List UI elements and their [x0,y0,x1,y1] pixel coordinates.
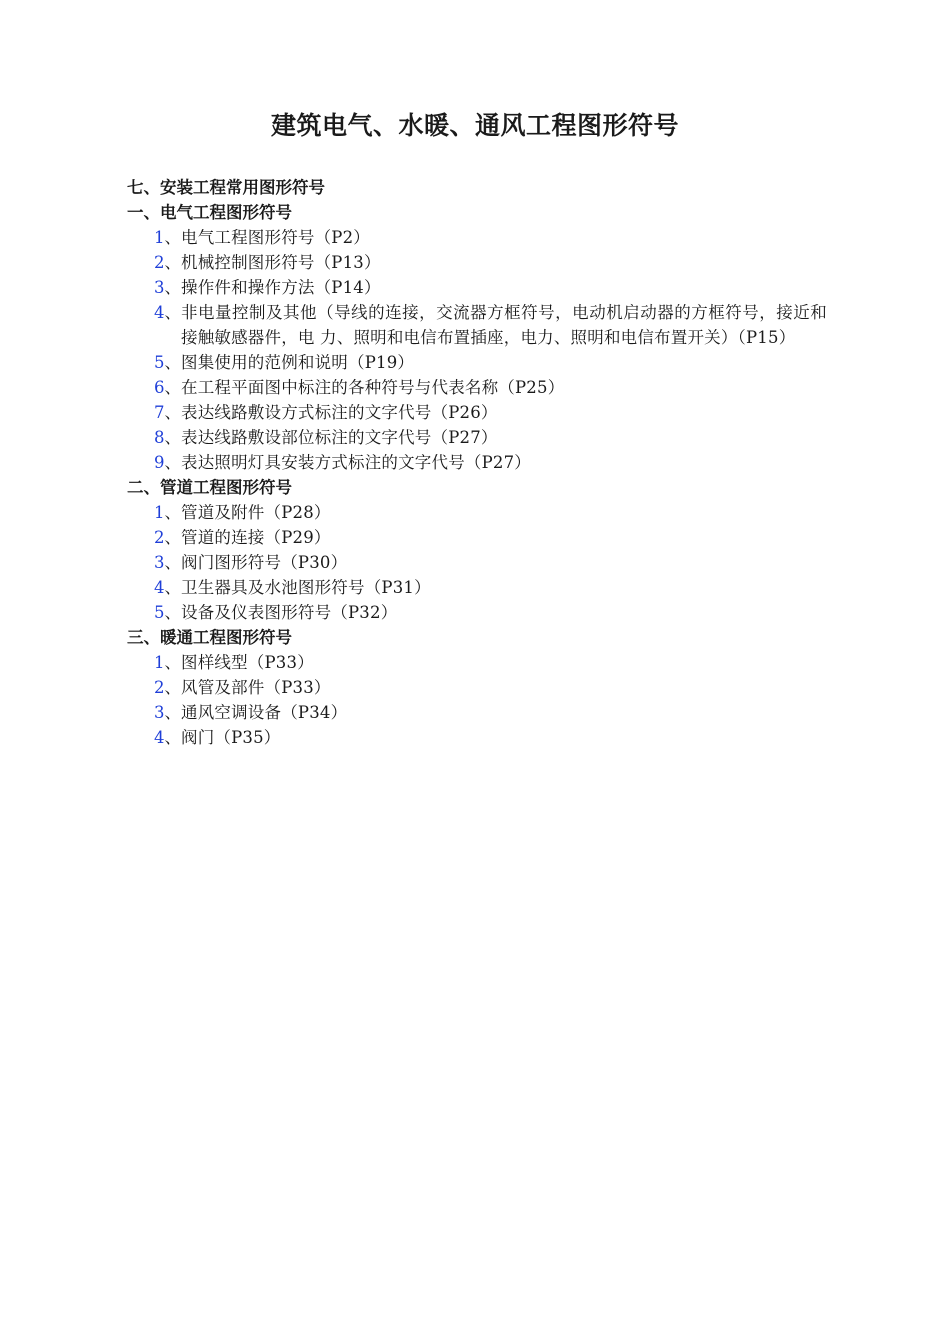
item-separator: 、 [164,603,181,622]
toc-item[interactable] [127,225,827,250]
item-text: 操作件和操作方法（P14） [181,278,381,297]
toc-item[interactable] [127,400,827,425]
item-text: 卫生器具及水池图形符号（P31） [181,578,431,597]
item-separator: 、 [164,703,181,722]
section-heading-electrical: 一、电气工程图形符号 [127,203,292,222]
item-separator: 、 [164,728,181,747]
toc-item[interactable] [127,375,827,400]
item-text: 非电量控制及其他（导线的连接，交流器方框符号，电动机启动器的方框符号，接近和接触敏感器件，电 力、照明和电信布置插座，电力、照明和电信布置开关）（P15） [181,303,827,347]
item-text: 机械控制图形符号（P13） [181,253,381,272]
item-separator: 、 [164,653,181,672]
item-text: 图样线型（P33） [181,653,314,672]
toc-item[interactable] [127,725,827,750]
toc-item[interactable] [127,350,827,375]
toc-item[interactable] [127,425,827,450]
item-separator: 、 [164,678,181,697]
item-number: 1 [154,653,165,672]
item-text: 通风空调设备（P34） [181,703,348,722]
item-number: 4 [154,728,165,747]
item-separator: 、 [164,453,181,472]
item-number: 9 [154,453,165,472]
item-text: 表达线路敷设部位标注的文字代号（P27） [181,428,498,447]
item-text: 在工程平面图中标注的各种符号与代表名称（P25） [181,378,565,397]
section-heading-piping: 二、管道工程图形符号 [127,478,292,497]
toc-item[interactable] [127,450,827,475]
table-of-contents [127,175,827,750]
item-separator: 、 [164,278,181,297]
item-text: 图集使用的范例和说明（P19） [181,353,415,372]
item-separator: 、 [164,428,181,447]
toc-item[interactable] [127,650,827,675]
item-text: 管道的连接（P29） [181,528,331,547]
toc-item[interactable] [127,550,827,575]
item-number: 4 [154,303,165,322]
item-text: 表达照明灯具安装方式标注的文字代号（P27） [181,453,531,472]
item-number: 2 [154,253,165,272]
toc-item[interactable] [127,575,827,600]
item-text: 阀门图形符号（P30） [181,553,348,572]
page-title: 建筑电气、水暖、通风工程图形符号 [270,111,679,140]
item-number: 5 [154,353,165,372]
item-text: 电气工程图形符号（P2） [181,228,370,247]
toc-item[interactable] [127,500,827,525]
section-heading-hvac: 三、暖通工程图形符号 [127,628,292,647]
item-text: 表达线路敷设方式标注的文字代号（P26） [181,403,498,422]
item-number: 2 [154,678,165,697]
toc-item[interactable] [127,250,827,275]
toc-item[interactable] [127,600,827,625]
item-number: 3 [154,553,165,572]
item-separator: 、 [164,228,181,247]
item-separator: 、 [164,303,181,322]
item-number: 6 [154,378,165,397]
item-separator: 、 [164,503,181,522]
item-number: 4 [154,578,165,597]
item-number: 7 [154,403,165,422]
toc-item[interactable] [127,700,827,725]
item-separator: 、 [164,553,181,572]
item-number: 3 [154,278,165,297]
item-number: 1 [154,503,165,522]
item-text: 风管及部件（P33） [181,678,331,697]
item-separator: 、 [164,578,181,597]
item-text: 设备及仪表图形符号（P32） [181,603,398,622]
item-number: 5 [154,603,165,622]
item-number: 3 [154,703,165,722]
toc-item[interactable] [127,275,827,300]
chapter-heading: 七、安装工程常用图形符号 [127,178,325,197]
item-number: 8 [154,428,165,447]
item-separator: 、 [164,253,181,272]
item-number: 1 [154,228,165,247]
item-number: 2 [154,528,165,547]
item-separator: 、 [164,353,181,372]
item-separator: 、 [164,378,181,397]
toc-item[interactable] [127,525,827,550]
item-text: 阀门（P35） [181,728,281,747]
toc-item[interactable] [127,675,827,700]
item-separator: 、 [164,528,181,547]
item-text: 管道及附件（P28） [181,503,331,522]
item-separator: 、 [164,403,181,422]
toc-item[interactable] [127,300,827,350]
